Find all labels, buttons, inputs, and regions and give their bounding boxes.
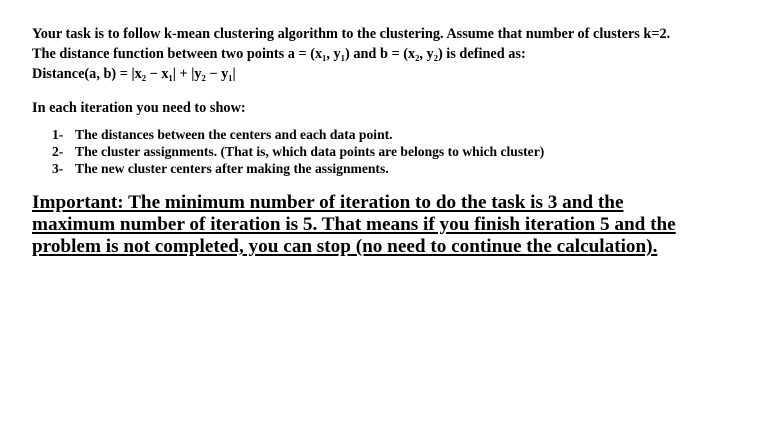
task-number: 2- bbox=[52, 144, 64, 159]
important-line: maximum number of iteration is 5. That means if you finish iteration 5 and the bbox=[32, 214, 676, 235]
important-line: Important: The minimum number of iteration to do the task is 3 and the bbox=[32, 192, 624, 213]
task-number: 3- bbox=[52, 161, 64, 176]
task-list bbox=[32, 126, 752, 177]
important-line: problem is not completed, you can stop (no need to continue the calculation). bbox=[32, 236, 658, 257]
task-item bbox=[52, 160, 752, 177]
intro-line-task: Your task is to follow k-mean clustering algorithm to the clustering. Assume that number of clusters k=2. bbox=[32, 26, 671, 42]
task-item bbox=[52, 126, 752, 143]
document-body bbox=[32, 24, 752, 258]
intro-line-distance-definition: The distance function between two points a = (x₁, y₁) and b = (x₂, y₂) is defined as: bbox=[32, 46, 526, 62]
task-item bbox=[52, 143, 752, 160]
task-number: 1- bbox=[52, 127, 64, 142]
task-text: The cluster assignments. (That is, which data points are belongs to which cluster) bbox=[75, 144, 545, 159]
task-text: The new cluster centers after making the assignments. bbox=[75, 161, 389, 176]
iteration-heading: In each iteration you need to show: bbox=[32, 100, 246, 116]
task-text: The distances between the centers and each data point. bbox=[75, 127, 393, 142]
important-note bbox=[32, 192, 752, 258]
intro-line-distance-formula: Distance(a, b) = |x₂ − x₁| + |y₂ − y₁| bbox=[32, 66, 236, 82]
